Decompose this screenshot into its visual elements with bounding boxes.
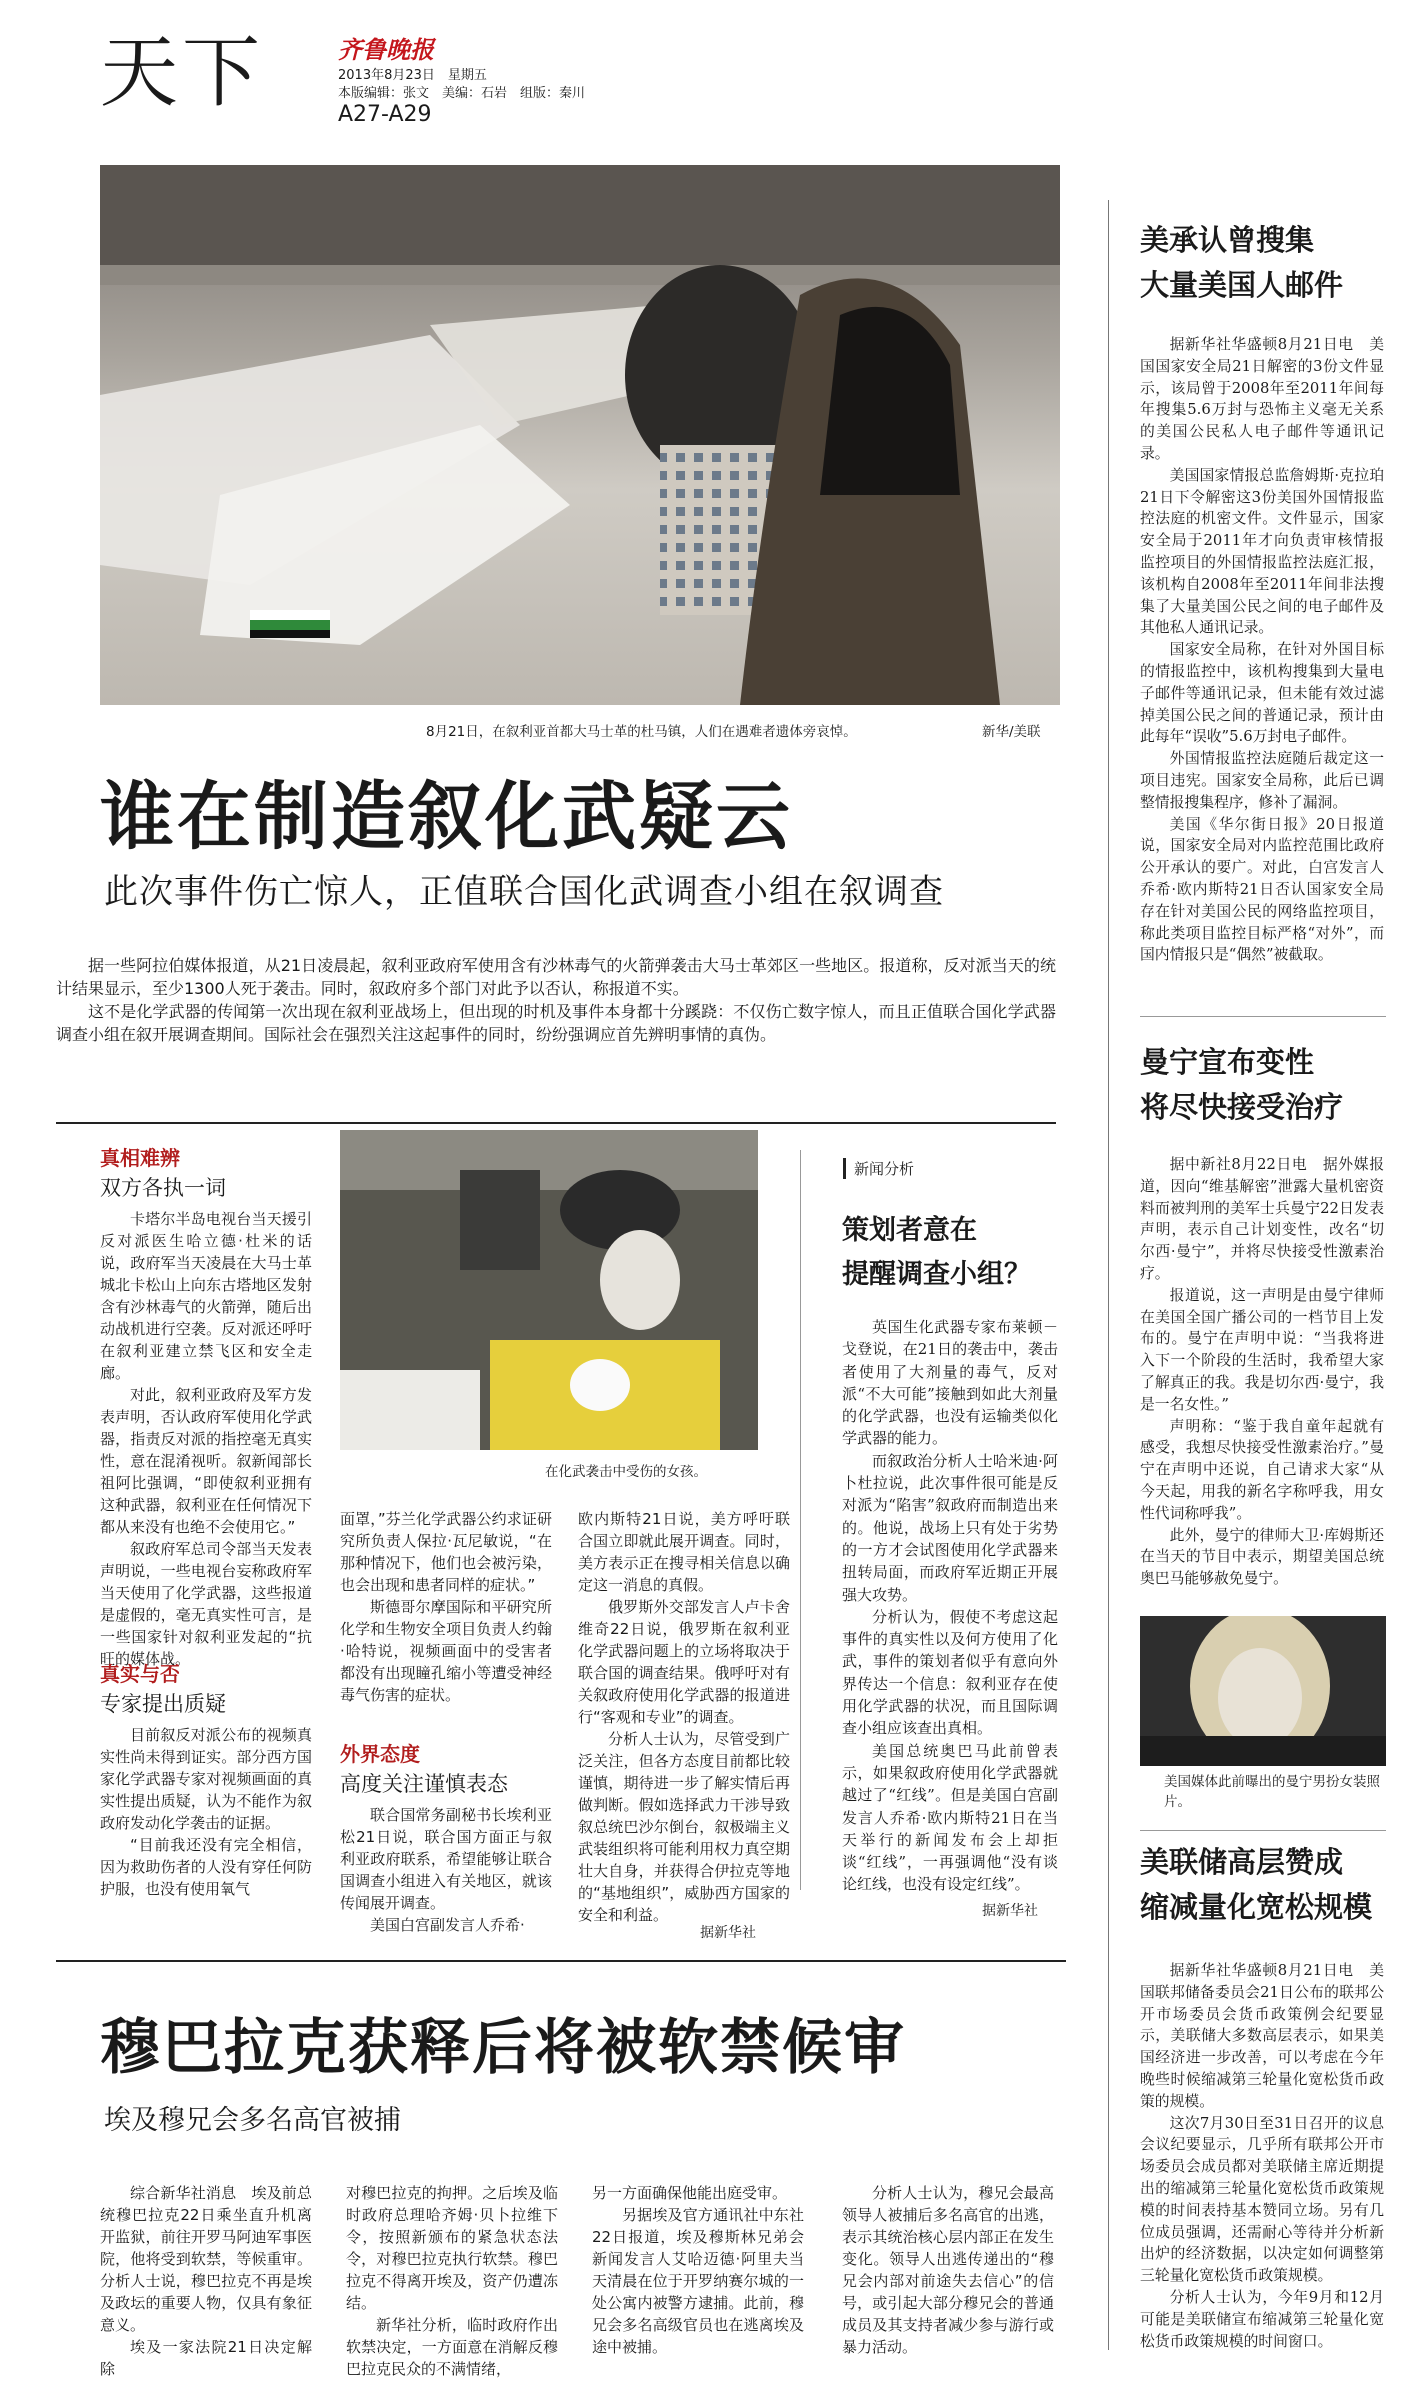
mubarak-column4 bbox=[842, 2182, 1054, 2358]
mubarak-deck: 埃及穆兄会多名高官被捕 bbox=[104, 2105, 401, 2136]
mubarak-column3 bbox=[592, 2182, 804, 2358]
story1-paragraph-5: 美国《华尔街日报》20日报道说，国家安全局对内监控范围比政府公开承认的要广。对此，白宫发言人乔希·欧内斯特21日否认国家安全局存在针对美国公民的网络监控项目，称此类项目监控目标严格“对外”，而国内情报只是“偶然”被截取。 bbox=[1140, 815, 1384, 964]
sidebar-rule-1 bbox=[1140, 1016, 1386, 1017]
col3-paragraph-3: 分析人士认为，尽管受到广泛关注，但各方态度目前都比较谨慎，期待进一步了解实情后再做判断。假如选择武力干涉导致叙总统巴沙尔倒台，叙极端主义武装组织将可能利用权力真空期壮大自身，并获得合伊拉克等地的“基地组织”，威胁西方国家的安全和利益。 bbox=[578, 1730, 790, 1924]
analysis-title-line2: 提醒调查小组？ bbox=[842, 1259, 1031, 1290]
col1-paragraph-1: 卡塔尔半岛电视台当天援引反对派医生哈立德·杜米的话说，政府军当天凌晨在大马士革城北卡松山上向东古塔地区发射含有沙林毒气的火箭弹，随后出动战机进行空袭。反对派还呼吁在叙利亚建立禁飞区和安全走廊。 bbox=[100, 1210, 312, 1382]
story2-paragraph-1: 据中新社8月22日电 据外媒报道，因向“维基解密”泄露大量机密资料而被判刑的美军士兵曼宁22日发表声明，表示自己计划变性，改名“切尔西·曼宁”，并将尽快接受性激素治疗。 bbox=[1140, 1156, 1384, 1282]
mubarak-col2-paragraph-2: 新华社分析，临时政府作出软禁决定，一方面意在消解反穆巴拉克民众的不满情绪， bbox=[346, 2316, 558, 2378]
story3-paragraph-3: 分析人士认为，今年9月和12月可能是美联储宣布缩减第三轮量化宽松货币政策规模的时间窗口。 bbox=[1140, 2288, 1384, 2350]
lead-deck: 此次事件伤亡惊人，正值联合国化武调查小组在叙调查 bbox=[104, 872, 944, 912]
story1-paragraph-4: 外国情报监控法庭随后裁定这一项目违宪。国家安全局称，此后已调整情报搜集程序，修补了漏洞。 bbox=[1140, 750, 1384, 811]
sidebar-story1-title-line2: 大量美国人邮件 bbox=[1140, 268, 1344, 302]
page-range: A27-A29 bbox=[338, 102, 432, 127]
section1-kicker: 真相难辨 bbox=[100, 1146, 180, 1170]
issue-date: 2013年8月23日 星期五 bbox=[338, 68, 487, 83]
col1-paragraph-3: 叙政府军总司令部当天发表声明说，一些电视台妄称政府军当天使用了化学武器，这些报道是虚假的，毫无真实性可言，是一些国家针对叙利亚发起的“抗旺的媒体战。 bbox=[100, 1540, 312, 1668]
intro-paragraph-1: 据一些阿拉伯媒体报道，从21日凌晨起，叙利亚政府军使用含有沙林毒气的火箭弹袭击大马士革郊区一些地区。报道称，反对派当天的统计结果显示，至少1300人死于袭击。同时，叙政府多个部门对此予以否认，称报道不实。 bbox=[56, 956, 1056, 998]
sidebar-story3-title-line1: 美联储高层赞成 bbox=[1140, 1845, 1344, 1879]
sidebar-story1-title-line1: 美承认曾搜集 bbox=[1140, 223, 1315, 257]
top-news-photo bbox=[100, 165, 1060, 705]
manning-photo bbox=[1140, 1616, 1386, 1766]
sidebar-story2-title-line1: 曼宁宣布变性 bbox=[1140, 1045, 1315, 1079]
story3-paragraph-1: 据新华社华盛顿8月21日电 美国联邦储备委员会21日公布的联邦公开市场委员会货币政策例会纪要显示，美联储大多数高层表示，如果美国经济进一步改善，可以考虑在今年晚些时候缩减第三轮量化宽松货币政策的规模。 bbox=[1140, 1962, 1384, 2110]
sidebar-story2-title-line2: 将尽快接受治疗 bbox=[1140, 1090, 1344, 1124]
col1-paragraph-2: 对此，叙利亚政府及军方发表声明，否认政府军使用化学武器，指责反对派的指控毫无真实性，意在混淆视听。叙新闻部长祖阿比强调，“即使叙利亚拥有这种武器，叙利亚在任何情况下都从来没有也绝不会使用它。” bbox=[100, 1386, 312, 1536]
mubarak-col2-paragraph-1: 对穆巴拉克的拘押。之后埃及临时政府总理哈齐姆·贝卜拉维下令，按照新颁布的紧急状态法令，对穆巴拉克执行软禁。穆巴拉克不得离开埃及，资产仍遭冻结。 bbox=[346, 2184, 558, 2312]
story2-paragraph-4: 此外，曼宁的律师大卫·库姆斯还在当天的节目中表示，期望美国总统奥巴马能够赦免曼宁。 bbox=[1140, 1526, 1384, 1588]
analysis-tag: 新闻分析 bbox=[843, 1158, 922, 1179]
section2-subhead: 专家提出质疑 bbox=[100, 1692, 226, 1716]
sidebar-rule-2 bbox=[1140, 1830, 1386, 1831]
analysis-credit: 据新华社 bbox=[982, 1903, 1038, 1919]
analysis-paragraph-4: 美国总统奥巴马此前曾表示，如果叙政府使用化学武器就越过了“红线”。但是美国白宫副发言人乔希·欧内斯特21日在当天举行的新闻发布会上却拒谈“红线”，一再强调他“没有谈论红线，也没有设定红线”。 bbox=[842, 1741, 1058, 1894]
col1b-paragraph-1: 目前叙反对派公布的视频真实性尚未得到证实。部分西方国家化学武器专家对视频画面的真实性提出质疑，认为不能作为叙政府发动化学袭击的证据。 bbox=[100, 1726, 312, 1832]
analysis-paragraph-3: 分析认为，假使不考虑这起事件的真实性以及何方使用了化武，事件的策划者似乎有意向外界传达一个信息：叙利亚存在使用化学武器的状况，而且国际调查小组应该查出真相。 bbox=[842, 1607, 1058, 1738]
sidebar-story3-title-line2: 缩减量化宽松规模 bbox=[1140, 1890, 1373, 1924]
editor-credits: 本版编辑：张文 美编：石岩 组版：秦川 bbox=[338, 86, 586, 101]
analysis-title-line1: 策划者意在 bbox=[842, 1215, 977, 1246]
story1-paragraph-2: 美国国家情报总监詹姆斯·克拉珀21日下令解密这3份美国外国情报监控法庭的机密文件。文件显示，国家安全局于2011年才向负责审核情报监控项目的外国情报监控法庭汇报，该机构自2008年至2011年间非法搜集了大量美国公民之间的电子邮件及其他私人通讯记录。 bbox=[1140, 466, 1384, 637]
analysis-paragraph-1: 英国生化武器专家布莱顿－戈登说，在21日的袭击中，袭击者使用了大剂量的毒气，反对派“不大可能”接触到如此大剂量的化学武器，也没有运输类似化学武器的能力。 bbox=[842, 1318, 1058, 1448]
mubarak-col3-paragraph-1: 另一方面确保他能出庭受审。 bbox=[592, 2184, 788, 2202]
mubarak-col1-paragraph-2: 埃及一家法院21日决定解除 bbox=[100, 2338, 312, 2378]
section3-subhead: 高度关注谨慎表态 bbox=[340, 1772, 508, 1796]
analysis-paragraph-2: 而叙政治分析人士哈米迪·阿卜杜拉说，此次事件很可能是反对派为“陷害”叙政府而制造出来的。他说，战场上只有处于劣势的一方才会试图使用化学武器来扭转局面，而政府军近期正开展强大攻势。 bbox=[842, 1451, 1058, 1604]
col2-paragraph-2: 斯德哥尔摩国际和平研究所化学和生物安全项目负责人约翰·哈特说，视频画面中的受害者都没有出现瞳孔缩小等遭受神经毒气伤害的症状。 bbox=[340, 1598, 552, 1704]
column2-text bbox=[340, 1508, 552, 1706]
lead-headline: 谁在制造叙化武疑云 bbox=[100, 774, 793, 860]
column3-credit: 据新华社 bbox=[700, 1925, 756, 1941]
col3-paragraph-1: 欧内斯特21日说，美方呼吁联合国立即就此展开调查。同时，美方表示正在搜寻相关信息以确定这一消息的真假。 bbox=[578, 1510, 790, 1594]
story2-paragraph-3: 声明称：“鉴于我自童年起就有感受，我想尽快接受性激素治疗。”曼宁在声明中还说，自己请求大家“从今天起，用我的新名字称呼我，用女性代词称呼我”。 bbox=[1140, 1417, 1384, 1522]
analysis-text bbox=[842, 1316, 1058, 1896]
mubarak-top-rule bbox=[56, 1960, 1066, 1962]
intro-paragraph-2: 这不是化学武器的传闻第一次出现在叙利亚战场上，但出现的时机及事件本身都十分蹊跷：不仅伤亡数字惊人，而且正值联合国化学武器调查小组在叙开展调查期间。国际社会在强烈关注这起事件的同时，纷纷强调应首先辨明事情的真伪。 bbox=[56, 1002, 1056, 1044]
col2b-paragraph-2: 美国白宫副发言人乔希· bbox=[370, 1916, 525, 1934]
story1-paragraph-1: 据新华社华盛顿8月21日电 美国国家安全局21日解密的3份文件显示，该局曾于2008年至2011年间每年搜集5.6万封与恐怖主义毫无关系的美国公民私人电子邮件等通讯记录。 bbox=[1140, 336, 1384, 462]
col1b-paragraph-2: “目前我还没有完全相信，因为救助伤者的人没有穿任何防护服，也没有使用氧气 bbox=[100, 1836, 312, 1898]
top-photo-caption: 8月21日，在叙利亚首都大马士革的杜马镇，人们在遇难者遗体旁哀悼。 bbox=[426, 724, 857, 740]
story1-paragraph-3: 国家安全局称，在针对外国目标的情报监控中，该机构搜集到大量电子邮件等通讯记录，但未能有效过滤掉美国公民之间的普通记录，预计由此每年“误收”5.6万封电子邮件。 bbox=[1140, 641, 1384, 746]
mubarak-column2 bbox=[346, 2182, 558, 2380]
section2-kicker: 真实与否 bbox=[100, 1662, 180, 1686]
mubarak-col1-paragraph-1: 综合新华社消息 埃及前总统穆巴拉克22日乘坐直升机离开监狱，前往开罗马阿迪军事医院，他将受到软禁，等候重审。分析人士说，穆巴拉克不再是埃及政坛的重要人物，仅具有象征意义。 bbox=[100, 2184, 312, 2334]
sidebar-story1-text bbox=[1140, 334, 1384, 966]
mubarak-col4-paragraph-1: 分析人士认为，穆兄会最高领导人被捕后多名高官的出逃，表示其统治核心层内部正在发生变化。领导人出逃传递出的“穆兄会内部对前途失去信心”的信号，或引起大部分穆兄会的普通成员及其支持者减少参与游行或暴力活动。 bbox=[842, 2184, 1054, 2356]
mubarak-col3-paragraph-2: 另据埃及官方通讯社中东社22日报道，埃及穆斯林兄弟会新闻发言人艾哈迈德·阿里夫当天清晨在位于开罗纳赛尔城的一处公寓内被警方逮捕。此前，穆兄会多名高级官员也在逃离埃及途中被捕。 bbox=[592, 2206, 804, 2356]
manning-portrait-illustration bbox=[1140, 1616, 1386, 1766]
story2-paragraph-2: 报道说，这一声明是由曼宁律师在美国全国广播公司的一档节目上发布的。曼宁在声明中说：“当我将进入下一个阶段的生活时，我希望大家了解真正的我。我是切尔西·曼宁，我是一名女性。” bbox=[1140, 1286, 1384, 1413]
injured-girl-photo bbox=[340, 1130, 758, 1450]
story3-paragraph-2: 这次7月30日至31日召开的议息会议纪要显示，几乎所有联邦公开市场委员会成员都对美联储主席近期提出的缩减第三轮量化宽松货币政策规模的时间表持基本赞同立场。另有几位成员强调，还需耐心等待并分析新出炉的经济数据，以决定如何调整第三轮量化宽松货币政策规模。 bbox=[1140, 2114, 1384, 2285]
col3-paragraph-2: 俄罗斯外交部发言人卢卡舍维奇22日说，俄罗斯在叙利亚化学武器问题上的立场将取决于联合国的调查结果。俄呼吁对有关叙政府使用化学武器的报道进行“客观和专业”的调查。 bbox=[578, 1598, 790, 1726]
injured-girl-illustration bbox=[340, 1130, 758, 1450]
section-title: 天下 bbox=[100, 28, 265, 118]
section3-kicker: 外界态度 bbox=[340, 1742, 420, 1766]
lead-intro bbox=[56, 954, 1056, 1046]
manning-caption: 美国媒体此前曝出的曼宁男扮女装照片。 bbox=[1164, 1774, 1380, 1810]
top-photo-credit: 新华/美联 bbox=[982, 724, 1041, 740]
section1-subhead: 双方各执一词 bbox=[100, 1176, 226, 1200]
sidebar-story2-text bbox=[1140, 1154, 1384, 1590]
mubarak-headline: 穆巴拉克获释后将被软禁候审 bbox=[100, 2013, 906, 2083]
column3-text bbox=[578, 1508, 790, 1926]
column1-text2 bbox=[100, 1724, 312, 1900]
newspaper-logo: 齐鲁晚报 bbox=[338, 35, 434, 64]
mourning-scene-illustration bbox=[100, 165, 1060, 705]
analysis-divider bbox=[800, 1150, 801, 1890]
column1-text bbox=[100, 1208, 312, 1670]
section-divider bbox=[56, 1122, 1056, 1124]
col2b-paragraph-1: 联合国常务副秘书长埃利亚松21日说，联合国方面正与叙利亚政府联系，希望能够让联合国调查小组进入有关地区，就该传闻展开调查。 bbox=[340, 1806, 552, 1912]
column2-text2 bbox=[340, 1804, 552, 1936]
injured-girl-caption: 在化武袭击中受伤的女孩。 bbox=[545, 1464, 707, 1480]
col2-paragraph-1: 面罩，”芬兰化学武器公约求证研究所负责人保拉·瓦尼敏说，“在那种情况下，他们也会被污染，也会出现和患者同样的症状。” bbox=[340, 1510, 552, 1594]
sidebar-divider bbox=[1108, 200, 1109, 2350]
mubarak-column1 bbox=[100, 2182, 312, 2380]
sidebar-story3-text bbox=[1140, 1960, 1384, 2352]
